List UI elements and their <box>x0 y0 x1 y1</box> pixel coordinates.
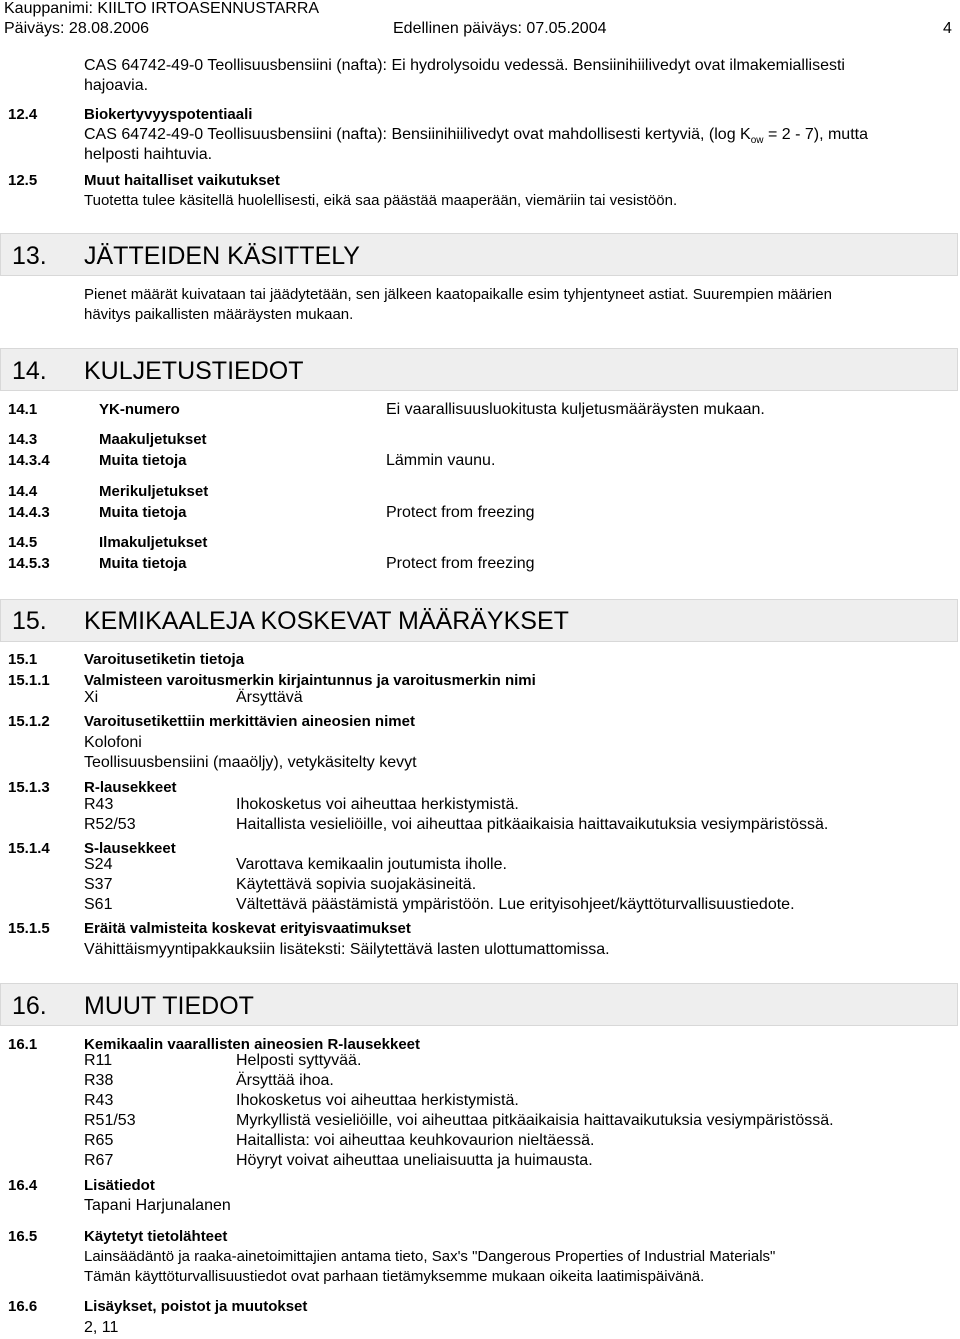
s16-4-title: Lisätiedot <box>84 1177 155 1194</box>
s14-row-number: 14.1 <box>8 401 38 418</box>
s15-1-5-text: Vähittäismyyntipakkauksiin lisäteksti: Säilytettävä lasten ulottumattomissa. <box>84 941 610 958</box>
r-phrase-code: R11 <box>84 1052 113 1069</box>
s14-row-value: Ei vaarallisuusluokitusta kuljetusmääräysten mukaan. <box>386 401 765 418</box>
s13-line2: hävitys paikallisten määräysten mukaan. <box>84 306 354 323</box>
s16-5-line2: Tämän käyttöturvallisuustiedot ovat parhaan tietämyksemme mukaan oikeita laatimispäivänä. <box>84 1268 705 1285</box>
r-phrase-code: R51/53 <box>84 1112 136 1129</box>
r-phrase-code: R67 <box>84 1152 114 1169</box>
s15-1-1-number: 15.1.1 <box>8 672 50 689</box>
s12-5-title: Muut haitalliset vaikutukset <box>84 172 280 189</box>
r-phrase-code: R65 <box>84 1132 114 1149</box>
s12-5-text: Tuotetta tulee käsitellä huolellisesti, eikä saa päästää maaperään, viemäriin tai vesistöön. <box>84 192 678 209</box>
s14-row-number: 14.4 <box>8 483 38 500</box>
s16-5-title: Käytetyt tietolähteet <box>84 1228 228 1245</box>
s14-row-number: 14.3.4 <box>8 452 50 469</box>
s14-row-label: YK-numero <box>99 401 180 418</box>
s-phrase-text: Varottava kemikaalin joutumista iholle. <box>236 856 507 873</box>
date: Päiväys: 28.08.2006 <box>4 20 149 37</box>
r-phrase-text: Helposti syttyvää. <box>236 1052 362 1069</box>
s15-1-5-number: 15.1.5 <box>8 920 50 937</box>
s-phrase-text: Käytettävä sopivia suojakäsineitä. <box>236 876 477 893</box>
s16-number: 16. <box>12 992 47 1020</box>
s16-5-line1: Lainsäädäntö ja raaka-ainetoimittajien antama tieto, Sax's "Dangerous Properties of Industrial Materials" <box>84 1248 776 1265</box>
s15-1-4-number: 15.1.4 <box>8 840 50 857</box>
s12-4-title: Biokertyvyyspotentiaali <box>84 106 253 123</box>
s16-4-text: Tapani Harjunalanen <box>84 1197 231 1214</box>
s12-4-number: 12.4 <box>8 106 38 123</box>
ingredient-name: Kolofoni <box>84 734 142 751</box>
s15-1-5-title: Eräitä valmisteita koskevat erityisvaatimukset <box>84 920 411 937</box>
r-phrase-text: Ärsyttää ihoa. <box>236 1072 334 1089</box>
s12-cont-line1: CAS 64742-49-0 Teollisuusbensiini (nafta): Ei hydrolysoidu vedessä. Bensiinihiilivedyt ovat ilmakemiallisesti <box>84 57 845 74</box>
r-phrase-code: R52/53 <box>84 816 136 833</box>
s15-1-3-title: R-lausekkeet <box>84 779 177 796</box>
s16-1-title: Kemikaalin vaarallisten aineosien R-lausekkeet <box>84 1036 420 1053</box>
r-phrase-code: R43 <box>84 1092 114 1109</box>
s16-6-number: 16.6 <box>8 1298 38 1315</box>
hazard-symbol-name: Ärsyttävä <box>236 689 303 706</box>
s13-title: JÄTTEIDEN KÄSITTELY <box>84 242 360 270</box>
s14-row-value: Protect from freezing <box>386 555 535 572</box>
s13-line1: Pienet määrät kuivataan tai jäädytetään, sen jälkeen kaatopaikalle esim tyhjentyneet astiat. Suurempien määrien <box>84 286 832 303</box>
s16-5-number: 16.5 <box>8 1228 38 1245</box>
s15-number: 15. <box>12 607 47 635</box>
s-phrase-text: Vältettävä päästämistä ympäristöön. Lue erityisohjeet/käyttöturvallisuustiedote. <box>236 896 795 913</box>
s12-4-line2: helposti haihtuvia. <box>84 146 213 163</box>
ingredient-name: Teollisuusbensiini (maaöljy), vetykäsitelty kevyt <box>84 754 417 771</box>
s14-row-label: Merikuljetukset <box>99 483 209 500</box>
s14-row-number: 14.4.3 <box>8 504 50 521</box>
s15-1-number: 15.1 <box>8 651 38 668</box>
s14-number: 14. <box>12 357 47 385</box>
page-number: 4 <box>943 20 952 37</box>
previous-date: Edellinen päiväys: 07.05.2004 <box>393 20 607 37</box>
r-phrase-code: R38 <box>84 1072 114 1089</box>
s16-6-title: Lisäykset, poistot ja muutokset <box>84 1298 308 1315</box>
s12-cont-line2: hajoavia. <box>84 77 149 94</box>
s15-1-2-number: 15.1.2 <box>8 713 50 730</box>
s15-1-2-title: Varoitusetikettiin merkittävien aineosien nimet <box>84 713 415 730</box>
s12-5-number: 12.5 <box>8 172 38 189</box>
s15-1-3-number: 15.1.3 <box>8 779 50 796</box>
s15-1-1-title: Valmisteen varoitusmerkin kirjaintunnus ja varoitusmerkin nimi <box>84 672 536 689</box>
product-name: Kauppanimi: KIILTO IRTOASENNUSTARRA <box>4 0 320 17</box>
hazard-symbol-code: Xi <box>84 689 99 706</box>
s14-row-number: 14.5 <box>8 534 38 551</box>
s14-title: KULJETUSTIEDOT <box>84 357 304 385</box>
s-phrase-code: S24 <box>84 856 113 873</box>
s13-number: 13. <box>12 242 47 270</box>
s15-1-4-title: S-lausekkeet <box>84 840 176 857</box>
s14-row-label: Maakuljetukset <box>99 431 207 448</box>
s14-row-label: Ilmakuljetukset <box>99 534 208 551</box>
s16-6-text: 2, 11 <box>84 1319 119 1336</box>
s14-row-number: 14.3 <box>8 431 38 448</box>
s14-row-number: 14.5.3 <box>8 555 50 572</box>
s14-row-label: Muita tietoja <box>99 555 187 572</box>
r-phrase-text: Ihokosketus voi aiheuttaa herkistymistä. <box>236 796 519 813</box>
r-phrase-text: Myrkyllistä vesieliöille, voi aiheuttaa pitkäaikaisia haittavaikutuksia vesiympäristössä. <box>236 1112 834 1129</box>
s15-1-title: Varoitusetiketin tietoja <box>84 651 245 668</box>
s14-row-value: Protect from freezing <box>386 504 535 521</box>
s16-title: MUUT TIEDOT <box>84 992 254 1020</box>
r-phrase-text: Haitallista: voi aiheuttaa keuhkovaurion nieltäessä. <box>236 1132 595 1149</box>
s15-title: KEMIKAALEJA KOSKEVAT MÄÄRÄYKSET <box>84 607 569 635</box>
s16-4-number: 16.4 <box>8 1177 38 1194</box>
r-phrase-text: Haitallista vesieliöille, voi aiheuttaa pitkäaikaisia haittavaikutuksia vesiympäristössä. <box>236 816 829 833</box>
s-phrase-code: S61 <box>84 896 113 913</box>
s12-4-line1: CAS 64742-49-0 Teollisuusbensiini (nafta): Bensiinihiilivedyt ovat mahdollisesti kertyviä, (log $K_{ow} = 2 - 7$), mutta <box>84 126 868 147</box>
s14-row-value: Lämmin vaunu. <box>386 452 496 469</box>
s14-row-label: Muita tietoja <box>99 504 187 521</box>
s16-1-number: 16.1 <box>8 1036 38 1053</box>
r-phrase-code: R43 <box>84 796 114 813</box>
s-phrase-code: S37 <box>84 876 113 893</box>
r-phrase-text: Ihokosketus voi aiheuttaa herkistymistä. <box>236 1092 519 1109</box>
s14-row-label: Muita tietoja <box>99 452 187 469</box>
r-phrase-text: Höyryt voivat aiheuttaa uneliaisuutta ja huimausta. <box>236 1152 593 1169</box>
